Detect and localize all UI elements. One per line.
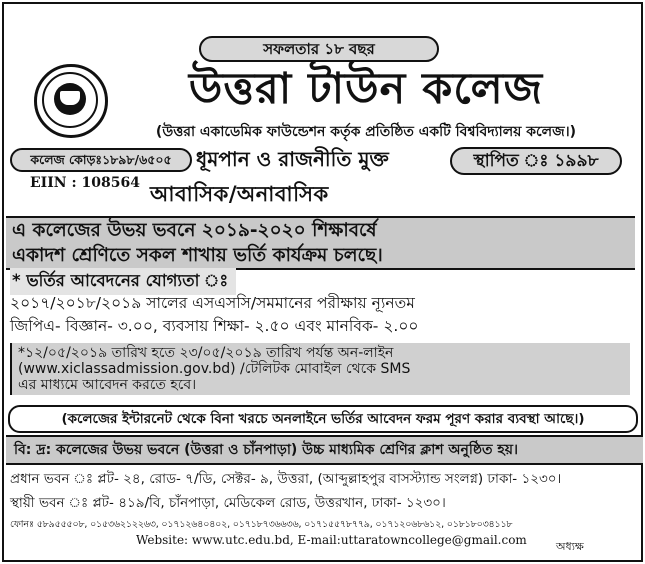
requirement-line: জিপিএ- বিজ্ঞান- ৩.০০, ব্যবসায় শিক্ষা- ২.৫০ এবং মানবিক- ২.০০ bbox=[10, 317, 419, 335]
website-email: Website: www.utc.edu.bd, E-mail:uttaratowncollege@gmail.com bbox=[136, 533, 527, 547]
main-building-address: প্রধান ভবন ঃ প্লট- ২৪, রোড- ৭/ডি, সেক্টর- ৯, উত্তরা, (আব্দুল্লাহপুর বাসস্ট্যান্ড সংলগ্ন) ঢাকা- ১২৩০। bbox=[10, 471, 562, 487]
admission-notice-line: এ কলেজের উভয় ভবনে ২০১৯-২০২০ শিক্ষাবর্ষে bbox=[12, 220, 377, 241]
smoke-free-text: ধূমপান ও রাজনীতি মুক্ত bbox=[196, 147, 389, 171]
class-notice-banner: বি: দ্র: কলেজের উভয় ভবনে (উত্তরা ও চাঁনপাড়া) উচ্চ মাধ্যমিক শ্রেণির ক্লাশ অনুষ্ঠিত হয়। bbox=[6, 435, 643, 465]
online-application-line: (www.xiclassadmission.gov.bd) /টেলিটক মোবাইল থেকে SMS bbox=[18, 361, 411, 377]
college-logo-icon bbox=[34, 64, 108, 138]
requirement-line: ২০১৭/২০১৮/২০১৯ সালের এসএসসি/সমমানের পরীক্ষায় ন্যূনতম bbox=[10, 294, 415, 312]
free-form-notice: (কলেজের ইন্টারনেট থেকে বিনা খরচে অনলাইনে ভর্তির আবেদন ফরম পূরণ করার ব্যবস্থা আছে।) bbox=[8, 405, 638, 433]
online-application-line: *১২/০৫/২০১৯ তারিখ হতে ২৩/০৫/২০১৯ তারিখ পর্যন্ত অন-লাইন bbox=[18, 345, 394, 361]
college-code-badge: কলেজ কোড়ঃ১৮৯৮/৬৫০৫ bbox=[10, 148, 192, 172]
online-application-line: এর মাধ্যমে আবেদন করতে হবে। bbox=[18, 377, 197, 393]
permanent-building-address: স্থায়ী ভবন ঃ প্লট- ৪১৯/বি, চাঁনপাড়া, মেডিকেল রোড, উত্তরখান, ঢাকা- ১২৩০। bbox=[10, 495, 446, 511]
established-badge: স্থাপিত ঃ ১৯৯৮ bbox=[450, 147, 622, 175]
eiin-number: EIIN : 108564 bbox=[30, 175, 140, 191]
phone-numbers: ফোনঃ ৫৮৯৫৫৫০৮, ০১৫৩৬২১২২৬৩, ০১৭১২৬৪০৪০২, ০১৭১৮৭৩৬৬৩৬, ০১৭১৫৫৭৮৭৭৯, ০১৭১২০৬৮৬১২, ০১৮১৮০৩৪১১৮ bbox=[10, 519, 513, 530]
signature-title: অধ্যক্ষ bbox=[556, 540, 584, 553]
admission-notice-banner bbox=[6, 216, 635, 270]
online-application-box bbox=[10, 343, 630, 395]
college-name: উত্তরা টাউন কলেজ bbox=[188, 64, 544, 114]
college-subtitle: (উত্তরা একাডেমিক ফাউন্ডেশন কর্তৃক প্রতিষ্ঠিত একটি বিশ্ববিদ্যালয় কলেজ।) bbox=[155, 124, 577, 140]
tagline-badge: সফলতার ১৮ বছর bbox=[199, 36, 439, 62]
admission-notice-line: একাদশ শ্রেণিতে সকল শাখায় ভর্তি কার্যক্রম চলছে। bbox=[12, 245, 383, 266]
residential-status: আবাসিক/অনাবাসিক bbox=[150, 182, 329, 206]
requirements-heading: * ভর্তির আবেদনের যোগ্যতা ঃ bbox=[10, 268, 236, 295]
